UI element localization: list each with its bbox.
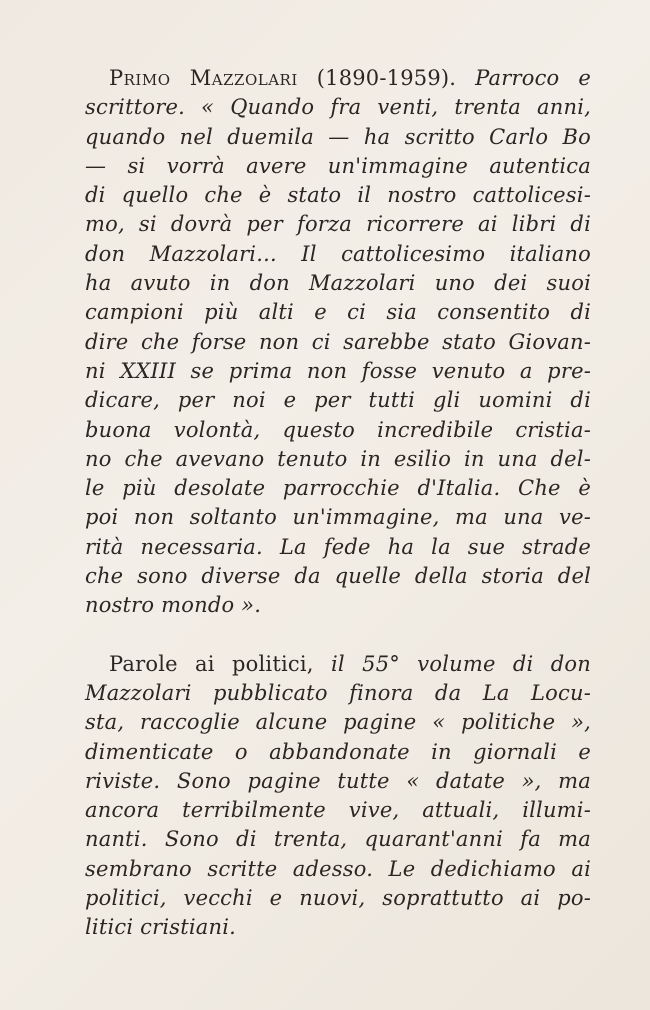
- text-line: litici cristiani.: [85, 915, 237, 940]
- text-line: sta, raccoglie alcune pagine « politiche »,: [85, 710, 591, 735]
- text-line: dicare, per noi e per tutti gli uomini di: [85, 388, 591, 413]
- text-line: scrittore. « Quando fra venti, trenta anni,: [85, 95, 591, 120]
- text-line: no che avevano tenuto in esilio in una del-: [85, 446, 591, 471]
- book-title: Parole ai politici,: [109, 651, 314, 676]
- text-line: che sono diverse da quelle della storia del: [85, 564, 591, 589]
- text-line: rità necessaria. La fede ha la sue strade: [85, 534, 591, 559]
- book-description-paragraph: [85, 650, 591, 943]
- text-line: quando nel duemila — ha scritto Carlo Bo: [85, 124, 591, 149]
- text-line: don Mazzolari... Il cattolicesimo italiano: [85, 241, 591, 266]
- text-line: ni XXIII se prima non fosse venuto a pre-: [85, 358, 591, 383]
- text-line: riviste. Sono pagine tutte « datate », ma: [85, 768, 591, 793]
- text-line: Mazzolari pubblicato finora da La Locu-: [85, 680, 591, 705]
- text-line: politici, vecchi e nuovi, soprattutto ai po-: [85, 886, 591, 911]
- book-page-text: [85, 64, 591, 943]
- text-line: di quello che è stato il nostro cattolicesi-: [85, 183, 591, 208]
- text-line: dimenticate o abbandonate in giornali e: [85, 739, 591, 764]
- text-line: nanti. Sono di trenta, quarant'anni fa ma: [85, 827, 591, 852]
- text-line: dire che forse non ci sarebbe stato Giovan-: [85, 329, 591, 354]
- text-line: ancora terribilmente vive, attuali, illumi-: [85, 798, 591, 823]
- text-line: mo, si dovrà per forza ricorrere ai libri di: [85, 212, 591, 237]
- text-line: le più desolate parrocchie d'Italia. Che è: [85, 476, 591, 501]
- text-fragment: il 55° volume di don: [330, 651, 591, 676]
- text-line: poi non soltanto un'immagine, ma una ve-: [85, 505, 591, 530]
- text-line: ha avuto in don Mazzolari uno dei suoi: [85, 271, 591, 296]
- text-line: campioni più alti e ci sia consentito di: [85, 300, 591, 325]
- author-years: (1890-1959).: [316, 66, 457, 90]
- text-line: sembrano scritte adesso. Le dedichiamo ai: [85, 856, 591, 881]
- author-name: Primo Mazzolari: [109, 66, 298, 90]
- text-fragment: Parroco e: [475, 66, 591, 90]
- author-biography-paragraph: [85, 64, 591, 621]
- text-line: — si vorrà avere un'immagine autentica: [85, 153, 591, 178]
- text-line: buona volontà, questo incredibile cristia-: [85, 417, 591, 442]
- text-line: nostro mondo ».: [85, 593, 262, 618]
- text-line: [85, 64, 591, 93]
- text-line: [85, 650, 591, 679]
